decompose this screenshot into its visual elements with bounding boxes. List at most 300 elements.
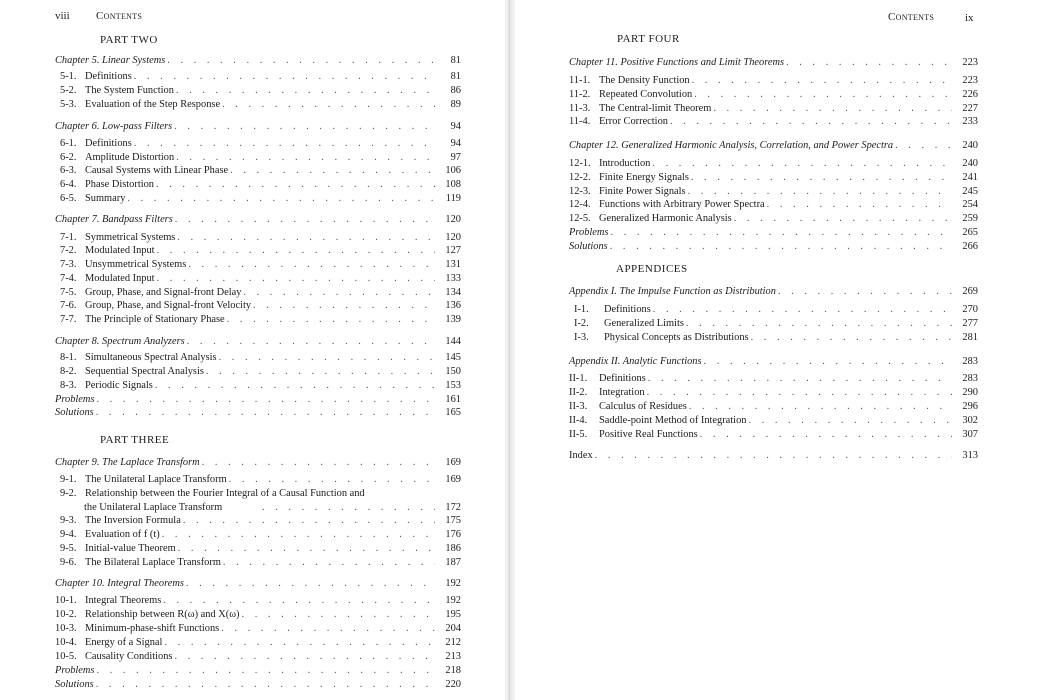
toc-section-entry (60, 272, 461, 286)
dot-leader (127, 192, 435, 206)
toc-page-number: 220 (445, 679, 461, 690)
toc-continuation-9-2: the Unilateral Laplace Transform (84, 502, 223, 513)
toc-section-number: 10-2. (55, 609, 77, 620)
toc-page-number: 81 (450, 55, 461, 66)
toc-section-entry (569, 198, 978, 212)
toc-section-entry (55, 650, 461, 664)
toc-section-entry (569, 171, 978, 185)
toc-chapter-entry (569, 285, 978, 299)
toc-section-entry (60, 542, 461, 556)
toc-section-entry (60, 178, 461, 192)
toc-section-entry (569, 74, 978, 88)
toc-entry-title: The Bilateral Laplace Transform (85, 557, 221, 568)
toc-page-number: 192 (445, 595, 461, 606)
dot-leader (174, 650, 435, 664)
dot-leader (694, 88, 952, 102)
toc-section-entry (574, 303, 978, 317)
toc-page-number: 302 (962, 415, 978, 426)
dot-leader (186, 577, 435, 591)
toc-page-number: 131 (445, 259, 461, 270)
toc-page-number: 240 (962, 158, 978, 169)
toc-page-number: 153 (445, 380, 461, 391)
toc-entry-title: The System Function (85, 85, 174, 96)
toc-entry-title: Chapter 10. Integral Theorems (55, 578, 184, 589)
toc-page-number: 133 (445, 273, 461, 284)
toc-entry-title: Summary (85, 193, 126, 204)
toc-entry-title: Chapter 7. Bandpass Filters (55, 214, 173, 225)
toc-page-number: 187 (445, 557, 461, 568)
toc-section-entry (569, 414, 978, 428)
dot-leader (202, 456, 435, 470)
toc-page-number: 240 (962, 140, 978, 151)
dot-leader (219, 351, 435, 365)
toc-page-number: 307 (962, 429, 978, 440)
toc-page-number: 161 (445, 394, 461, 405)
toc-page-number: 176 (445, 529, 461, 540)
toc-section-entry (569, 88, 978, 102)
toc-page-number: 94 (450, 121, 461, 132)
toc-entry-title: Definitions (604, 304, 651, 315)
toc-section-entry (60, 286, 461, 300)
toc-section-entry (569, 102, 978, 116)
toc-entry-title: Finite Power Signals (599, 186, 686, 197)
toc-section-number: II-5. (569, 429, 588, 440)
toc-section-entry (569, 212, 978, 226)
dot-leader (157, 244, 435, 258)
toc-entry-title: Energy of a Signal (85, 637, 163, 648)
dot-leader (595, 449, 952, 463)
toc-page-number: 136 (445, 300, 461, 311)
toc-entry-title: Appendix I. The Impulse Function as Distribution (569, 286, 776, 297)
toc-section-number: 10-1. (55, 595, 77, 606)
toc-section-number: 12-2. (569, 172, 591, 183)
toc-entry-title: Modulated Input (85, 273, 155, 284)
toc-page-number: 106 (445, 165, 461, 176)
toc-page-number: 192 (445, 578, 461, 589)
toc-page-number: 233 (962, 116, 978, 127)
toc-section-number: I-1. (574, 304, 589, 315)
dot-leader (895, 139, 952, 153)
left-running-head: Contents (96, 10, 143, 22)
dot-leader (734, 212, 952, 226)
toc-entry-title: Phase Distortion (85, 179, 154, 190)
toc-entry-title: Calculus of Residues (599, 401, 687, 412)
toc-entry-title: Unsymmetrical Systems (85, 259, 187, 270)
toc-section-number: 11-1. (569, 75, 591, 86)
toc-entry-title: Causality Conditions (85, 651, 173, 662)
dot-leader (96, 664, 435, 678)
toc-section-number: 7-6. (60, 300, 77, 311)
dot-leader (174, 120, 435, 134)
toc-entry-title: Simultaneous Spectral Analysis (85, 352, 217, 363)
toc-entry-title: Chapter 5. Linear Systems (55, 55, 166, 66)
toc-page-number: 169 (445, 474, 461, 485)
toc-section-number: II-2. (569, 387, 588, 398)
toc-page-number: 139 (445, 314, 461, 325)
dot-leader (230, 164, 435, 178)
toc-page-number: 266 (962, 241, 978, 252)
dot-leader (647, 386, 952, 400)
toc-section-number: 12-5. (569, 213, 591, 224)
toc-chapter-entry (569, 355, 978, 369)
toc-chapter-entry (55, 393, 461, 407)
dot-leader (178, 542, 435, 556)
toc-section-entry (60, 514, 461, 528)
toc-chapter-entry (55, 456, 461, 470)
toc-entry-title: Finite Energy Signals (599, 172, 689, 183)
dot-leader (167, 54, 435, 68)
toc-section-entry (60, 70, 461, 84)
toc-page-number: 172 (445, 502, 461, 513)
toc-page-number: 283 (962, 356, 978, 367)
toc-chapter-entry (55, 120, 461, 134)
toc-page-number: 120 (445, 214, 461, 225)
toc-section-number: 9-6. (60, 557, 77, 568)
toc-section-entry (60, 84, 461, 98)
toc-page-number: 169 (445, 457, 461, 468)
toc-entry-title: The Density Function (599, 75, 690, 86)
dot-leader (262, 501, 435, 515)
toc-page-number: 226 (962, 89, 978, 100)
toc-section-entry (569, 386, 978, 400)
toc-section-number: 9-2. (60, 488, 77, 499)
toc-section-entry (55, 622, 461, 636)
toc-page-number: 89 (450, 99, 461, 110)
toc-entry-title: The Inversion Formula (85, 515, 181, 526)
toc-page-number: 145 (445, 352, 461, 363)
toc-chapter-entry (55, 664, 461, 678)
toc-section-number: 10-5. (55, 651, 77, 662)
right-running-head: Contents (888, 11, 935, 23)
toc-entry-title: Definitions (599, 373, 646, 384)
toc-page-number: 245 (962, 186, 978, 197)
toc-entry-title: Introduction (599, 158, 651, 169)
toc-entry-title: Evaluation of f (t) (85, 529, 160, 540)
toc-continuation-page-row (60, 501, 461, 515)
toc-section-number: 7-1. (60, 232, 77, 243)
dot-leader (96, 678, 435, 692)
toc-section-entry (60, 365, 461, 379)
toc-entry-title: Relationship between the Fourier Integral of a Causal Function and (85, 488, 365, 499)
toc-page-number: 186 (445, 543, 461, 554)
toc-page-number: 290 (962, 387, 978, 398)
dot-leader (686, 317, 952, 331)
toc-page-number: 296 (962, 401, 978, 412)
toc-entry-title: Saddle-point Method of Integration (599, 415, 747, 426)
toc-page-number: 175 (445, 515, 461, 526)
toc-section-entry (60, 379, 461, 393)
dot-leader (157, 272, 435, 286)
toc-page-number: 204 (445, 623, 461, 634)
dot-leader (253, 299, 435, 313)
dot-leader (221, 622, 435, 636)
dot-leader (183, 514, 435, 528)
toc-entry-title: Minimum-phase-shift Functions (85, 623, 220, 634)
toc-entry-title: Positive Real Functions (599, 429, 698, 440)
toc-section-entry (55, 636, 461, 650)
toc-entry-title: Generalized Harmonic Analysis (599, 213, 732, 224)
toc-entry-title: Repeated Convolution (599, 89, 693, 100)
toc-section-number: 7-4. (60, 273, 77, 284)
dot-leader (242, 608, 436, 622)
toc-entry-title: Definitions (85, 71, 132, 82)
dot-leader (163, 594, 435, 608)
toc-entry-title: Chapter 9. The Laplace Transform (55, 457, 200, 468)
dot-leader (177, 231, 435, 245)
toc-section-number: 7-7. (60, 314, 77, 325)
toc-page-number: 127 (445, 245, 461, 256)
toc-entry-title: Generalized Limits (604, 318, 684, 329)
toc-section-entry (60, 151, 461, 165)
toc-entry-title: Sequential Spectral Analysis (85, 366, 204, 377)
toc-chapter-entry (569, 139, 978, 153)
dot-leader (610, 240, 952, 254)
toc-entry-title: Initial-value Theorem (85, 543, 176, 554)
toc-section-entry (569, 157, 978, 171)
toc-page-number: 241 (962, 172, 978, 183)
toc-page-number: 281 (962, 332, 978, 343)
book-gutter (505, 0, 515, 700)
toc-entry-title: Evaluation of the Step Response (85, 99, 221, 110)
toc-section-number: 7-3. (60, 259, 77, 270)
right-page-number: ix (965, 12, 974, 24)
toc-entry-title: Problems (55, 665, 95, 676)
toc-entry-title: The Principle of Stationary Phase (85, 314, 225, 325)
dot-leader (229, 473, 435, 487)
dot-leader (96, 393, 435, 407)
toc-entry-title: Relationship between R(ω) and X(ω) (85, 609, 240, 620)
toc-entry-title: Solutions (569, 241, 608, 252)
dot-leader (713, 102, 952, 116)
dot-leader (188, 258, 435, 272)
dot-leader (767, 198, 952, 212)
part-two-heading: PART TWO (100, 34, 158, 46)
toc-entry-title: Group, Phase, and Signal-front Delay (85, 287, 242, 298)
dot-leader (689, 400, 952, 414)
toc-entry-title: Chapter 11. Positive Functions and Limit Theorems (569, 57, 785, 68)
dot-leader (778, 285, 952, 299)
toc-chapter-entry (55, 406, 461, 420)
toc-chapter-entry (569, 226, 978, 240)
toc-section-entry (60, 487, 461, 501)
toc-page-number: 119 (445, 193, 461, 204)
toc-entry-title: Causal Systems with Linear Phase (85, 165, 229, 176)
dot-leader (227, 313, 435, 327)
dot-leader (156, 178, 435, 192)
toc-page-number: 269 (962, 286, 978, 297)
toc-page-number: 144 (445, 336, 461, 347)
toc-page-number: 227 (962, 103, 978, 114)
dot-leader (700, 428, 952, 442)
toc-section-entry (55, 594, 461, 608)
toc-page-number: 150 (445, 366, 461, 377)
toc-chapter-entry (55, 577, 461, 591)
dot-leader (206, 365, 435, 379)
toc-page-number: 212 (445, 637, 461, 648)
toc-section-number: I-2. (574, 318, 589, 329)
toc-index-entry (569, 449, 978, 463)
toc-section-number: 11-3. (569, 103, 591, 114)
toc-section-number: 6-1. (60, 138, 77, 149)
toc-entry-title: Modulated Input (85, 245, 155, 256)
dot-leader (164, 636, 435, 650)
toc-section-entry (60, 98, 461, 112)
toc-page-number: 81 (450, 71, 461, 82)
toc-entry-title: Problems (569, 227, 609, 238)
toc-section-number: 6-4. (60, 179, 77, 190)
toc-entry-title: Physical Concepts as Distributions (604, 332, 749, 343)
toc-entry-title: Symmetrical Systems (85, 232, 176, 243)
toc-section-entry (60, 192, 461, 206)
part-four-heading: PART FOUR (617, 33, 680, 45)
toc-entry-title: Group, Phase, and Signal-front Velocity (85, 300, 252, 311)
toc-section-number: 6-5. (60, 193, 77, 204)
toc-section-entry (60, 299, 461, 313)
toc-page-number: 259 (962, 213, 978, 224)
dot-leader (175, 213, 435, 227)
toc-entry-title: Index (569, 450, 593, 461)
toc-section-entry (569, 400, 978, 414)
toc-page-number: 165 (445, 407, 461, 418)
toc-section-number: 12-1. (569, 158, 591, 169)
dot-leader (653, 303, 952, 317)
toc-section-number: II-4. (569, 415, 588, 426)
dot-leader (670, 115, 952, 129)
dot-leader (691, 171, 952, 185)
toc-entry-title: Problems (55, 394, 95, 405)
toc-section-entry (55, 608, 461, 622)
toc-page-number: 223 (962, 57, 978, 68)
dot-leader (652, 157, 952, 171)
toc-section-number: 9-1. (60, 474, 77, 485)
gutter-fold-line (509, 0, 510, 700)
toc-page-number: 270 (962, 304, 978, 315)
toc-section-entry (60, 556, 461, 570)
toc-section-number: 9-3. (60, 515, 77, 526)
dot-leader (162, 528, 435, 542)
dot-leader (222, 98, 435, 112)
toc-section-number: 9-5. (60, 543, 77, 554)
toc-section-entry (60, 164, 461, 178)
toc-section-entry (569, 115, 978, 129)
toc-section-entry (569, 185, 978, 199)
toc-entry-title: Definitions (85, 138, 132, 149)
toc-section-number: 5-2. (60, 85, 77, 96)
toc-section-number: 10-4. (55, 637, 77, 648)
toc-page-number: 213 (445, 651, 461, 662)
toc-chapter-entry (569, 240, 978, 254)
toc-section-number: 6-2. (60, 152, 77, 163)
dot-leader (610, 226, 952, 240)
toc-page-number: 265 (962, 227, 978, 238)
toc-section-entry (574, 331, 978, 345)
left-page-number: viii (55, 10, 70, 22)
toc-entry-title: Integration (599, 387, 645, 398)
toc-chapter-entry (55, 335, 461, 349)
toc-page-number: 277 (962, 318, 978, 329)
toc-chapter-entry (55, 54, 461, 68)
toc-section-number: 8-2. (60, 366, 77, 377)
dot-leader (134, 70, 435, 84)
toc-entry-title: Integral Theorems (85, 595, 162, 606)
dot-leader (176, 84, 435, 98)
toc-section-number: 5-3. (60, 99, 77, 110)
toc-entry-title: Chapter 12. Generalized Harmonic Analysis, Correlation, and Power Spectra (569, 140, 894, 151)
appendices-heading: APPENDICES (616, 263, 688, 275)
toc-section-number: 6-3. (60, 165, 77, 176)
toc-section-entry (574, 317, 978, 331)
dot-leader (786, 56, 952, 70)
dot-leader (751, 331, 952, 345)
toc-page-number: 97 (450, 152, 461, 163)
toc-section-number: 9-4. (60, 529, 77, 540)
dot-leader (96, 406, 435, 420)
toc-page-number: 223 (962, 75, 978, 86)
toc-entry-title: Periodic Signals (85, 380, 153, 391)
toc-page-number: 120 (445, 232, 461, 243)
toc-entry-title: Chapter 6. Low-pass Filters (55, 121, 173, 132)
toc-page-number: 254 (962, 199, 978, 210)
dot-leader (176, 151, 435, 165)
toc-page-number: 313 (962, 450, 978, 461)
toc-entry-title: Appendix II. Analytic Functions (569, 356, 702, 367)
toc-section-entry (60, 313, 461, 327)
toc-section-entry (60, 351, 461, 365)
toc-section-number: 7-2. (60, 245, 77, 256)
dot-leader (223, 556, 435, 570)
toc-entry-title: Functions with Arbitrary Power Spectra (599, 199, 765, 210)
toc-section-number: 5-1. (60, 71, 77, 82)
toc-section-entry (60, 473, 461, 487)
toc-section-entry (569, 428, 978, 442)
toc-section-entry (60, 137, 461, 151)
toc-entry-title: The Unilateral Laplace Transform (85, 474, 227, 485)
toc-page-number: 218 (445, 665, 461, 676)
dot-leader (692, 74, 952, 88)
dot-leader (748, 414, 952, 428)
toc-section-number: 11-2. (569, 89, 591, 100)
toc-section-number: I-3. (574, 332, 589, 343)
toc-chapter-entry (55, 213, 461, 227)
toc-chapter-entry (569, 56, 978, 70)
toc-section-number: II-3. (569, 401, 588, 412)
toc-section-entry (60, 258, 461, 272)
toc-page-number: 283 (962, 373, 978, 384)
toc-section-number: 12-4. (569, 199, 591, 210)
toc-section-number: 8-3. (60, 380, 77, 391)
dot-leader (187, 335, 435, 349)
toc-chapter-entry (55, 678, 461, 692)
toc-section-entry (60, 244, 461, 258)
dot-leader (704, 355, 952, 369)
toc-section-number: 8-1. (60, 352, 77, 363)
toc-entry-title: Solutions (55, 679, 94, 690)
toc-page-number: 134 (445, 287, 461, 298)
toc-section-number: 12-3. (569, 186, 591, 197)
dot-leader (155, 379, 435, 393)
toc-section-number: II-1. (569, 373, 588, 384)
dot-leader (648, 372, 952, 386)
toc-entry-title: Amplitude Distortion (85, 152, 175, 163)
dot-leader (243, 286, 435, 300)
part-three-heading: PART THREE (100, 434, 170, 446)
dot-leader (688, 185, 952, 199)
toc-page-number: 108 (445, 179, 461, 190)
toc-entry-title: The Central-limit Theorem (599, 103, 712, 114)
toc-section-number: 11-4. (569, 116, 591, 127)
toc-entry-title: Error Correction (599, 116, 668, 127)
toc-section-entry (60, 231, 461, 245)
